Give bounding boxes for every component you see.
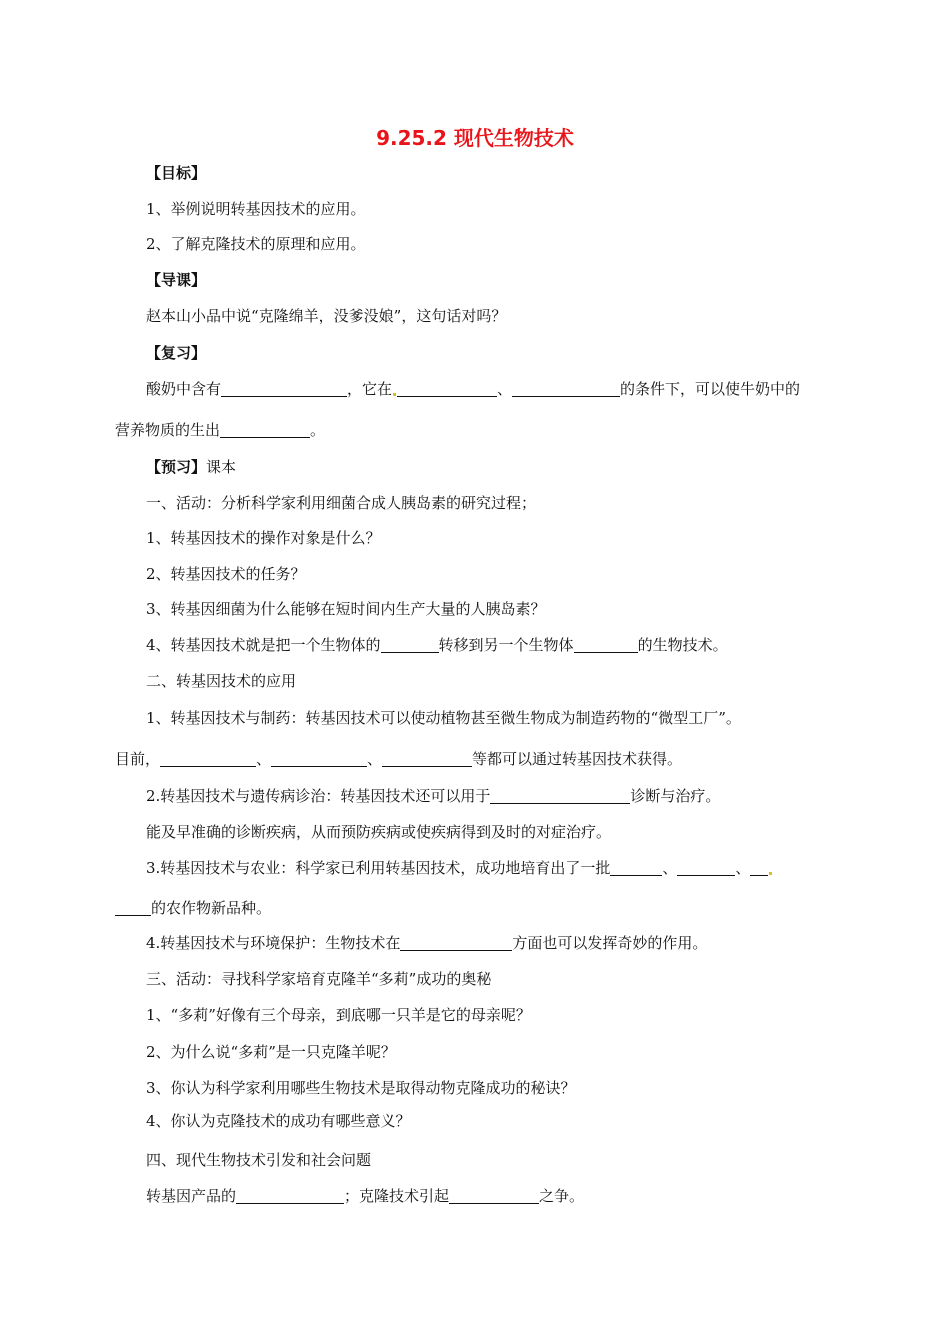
preview-text: 课本 xyxy=(206,458,237,476)
part4-text: ；克隆技术引起 xyxy=(344,1187,450,1205)
fill-blank[interactable] xyxy=(490,787,630,804)
section-goal: 【目标】 xyxy=(146,164,207,182)
review-text: 的条件下，可以使牛奶中的 xyxy=(620,380,801,398)
fill-blank[interactable] xyxy=(677,859,735,876)
fill-blank[interactable] xyxy=(610,859,662,876)
app2-text: 诊断与治疗。 xyxy=(630,787,721,805)
part3-heading: 三、活动：寻找科学家培育克隆羊“多莉”成功的奥秘 xyxy=(146,970,492,988)
fill-blank[interactable] xyxy=(381,636,439,653)
fill-blank[interactable] xyxy=(115,899,151,916)
part4-text: 转基因产品的 xyxy=(146,1187,237,1205)
fill-blank[interactable] xyxy=(236,1187,344,1204)
part2-app-1-cont xyxy=(115,748,682,770)
part3-question-1: 1、“多莉”好像有三个母亲，到底哪一只羊是它的母亲呢？ xyxy=(146,1006,531,1024)
part1-heading: 一、活动：分析科学家利用细菌合成人胰岛素的研究过程； xyxy=(146,494,537,512)
part4-text: 之争。 xyxy=(539,1187,585,1205)
part2-app-1: 1、转基因技术与制药：转基因技术可以使动植物甚至微生物成为制造药物的“微型工厂”。 xyxy=(146,709,741,727)
part3-question-3: 3、你认为科学家利用哪些生物技术是取得动物克隆成功的秘诀？ xyxy=(146,1079,576,1097)
app1-text: 等都可以通过转基因技术获得。 xyxy=(472,750,683,768)
fill-blank[interactable] xyxy=(449,1187,539,1204)
review-text: 酸奶中含有 xyxy=(146,380,222,398)
part1-question-1: 1、转基因技术的操作对象是什么？ xyxy=(146,529,381,547)
separator: 、 xyxy=(735,859,751,877)
section-intro: 【导课】 xyxy=(146,271,207,289)
q4-text: 4、转基因技术就是把一个生物体的 xyxy=(146,636,381,654)
preview-tag: 【预习】 xyxy=(146,458,207,476)
review-text: 营养物质的生出 xyxy=(115,421,221,439)
app4-text: 方面也可以发挥奇妙的作用。 xyxy=(512,934,708,952)
part4-heading: 四、现代生物技术引发和社会问题 xyxy=(146,1151,372,1169)
fill-blank[interactable] xyxy=(397,380,497,397)
separator: 、 xyxy=(256,750,272,768)
app1-text: 目前， xyxy=(115,750,161,768)
q4-text: 的生物技术。 xyxy=(637,636,728,654)
section-review: 【复习】 xyxy=(146,344,207,362)
fill-blank[interactable] xyxy=(750,859,768,876)
section-preview xyxy=(146,456,236,478)
intro-text: 赵本山小品中说“克隆绵羊，没爹没娘”，这句话对吗？ xyxy=(146,307,507,325)
part2-app-2 xyxy=(146,785,720,807)
goal-item-1: 1、举例说明转基因技术的应用。 xyxy=(146,200,366,218)
part2-app-3 xyxy=(146,857,773,879)
part1-question-3: 3、转基因细菌为什么能够在短时间内生产大量的人胰岛素？ xyxy=(146,600,546,618)
part1-question-2: 2、转基因技术的任务？ xyxy=(146,565,306,583)
review-line-2 xyxy=(115,419,325,441)
fill-blank[interactable] xyxy=(512,380,620,397)
review-text: 。 xyxy=(310,421,326,439)
part2-app-4 xyxy=(146,932,707,954)
review-text: ，它在 xyxy=(347,380,393,398)
goal-item-2: 2、了解克隆技术的原理和应用。 xyxy=(146,235,366,253)
part3-question-2: 2、为什么说“多莉”是一只克隆羊呢？ xyxy=(146,1043,396,1061)
app3-text: 3.转基因技术与农业：科学家已利用转基因技术，成功地培育出了一批 xyxy=(146,859,611,877)
part2-app-3-cont xyxy=(115,897,271,919)
separator: 、 xyxy=(367,750,383,768)
document-title: 9.25.2 现代生物技术 xyxy=(376,126,574,150)
fill-blank[interactable] xyxy=(221,380,347,397)
marker-dot xyxy=(769,872,772,875)
fill-blank[interactable] xyxy=(382,750,472,767)
review-text: 、 xyxy=(497,380,513,398)
fill-blank[interactable] xyxy=(220,421,310,438)
app3-text: 的农作物新品种。 xyxy=(151,899,272,917)
fill-blank[interactable] xyxy=(574,636,638,653)
app4-text: 4.转基因技术与环境保护：生物技术在 xyxy=(146,934,401,952)
part4-line xyxy=(146,1185,584,1207)
part2-app-2-cont: 能及早准确的诊断疾病，从而预防疾病或使疾病得到及时的对症治疗。 xyxy=(146,823,612,841)
fill-blank[interactable] xyxy=(271,750,367,767)
app2-text: 2.转基因技术与遗传病诊治：转基因技术还可以用于 xyxy=(146,787,491,805)
fill-blank[interactable] xyxy=(400,934,512,951)
review-line-1 xyxy=(146,378,800,400)
part3-question-4: 4、你认为克隆技术的成功有哪些意义？ xyxy=(146,1112,411,1130)
part2-heading: 二、转基因技术的应用 xyxy=(146,672,297,690)
q4-text: 转移到另一个生物体 xyxy=(438,636,574,654)
marker-dot xyxy=(393,393,396,396)
fill-blank[interactable] xyxy=(160,750,256,767)
separator: 、 xyxy=(662,859,678,877)
part1-question-4 xyxy=(146,634,728,656)
